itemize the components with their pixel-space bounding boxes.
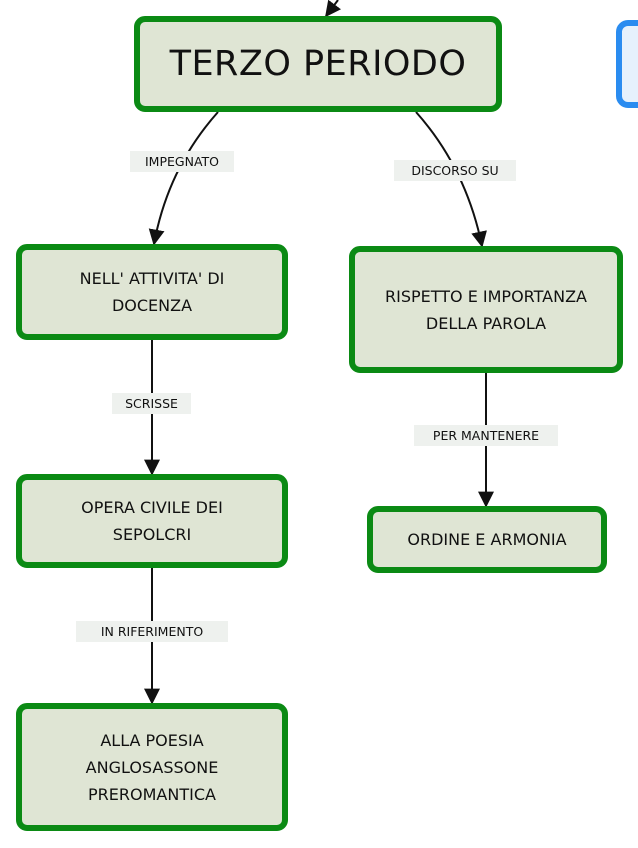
link-label-impegnato: IMPEGNATO [130, 151, 234, 172]
root-node[interactable] [134, 16, 502, 112]
ordine-node[interactable] [367, 506, 607, 573]
ordine-node-label: ORDINE E ARMONIA [407, 530, 567, 549]
sepolcri-node-label: OPERA CIVILE DEI SEPOLCRI [81, 498, 223, 544]
sepolcri-node[interactable] [16, 474, 288, 568]
link-label-discorso-su: DISCORSO SU [394, 160, 516, 181]
parola-node-label: RISPETTO E IMPORTANZA DELLA PAROLA [385, 286, 587, 333]
poesia-node-label: ALLA POESIA ANGLOSASSONE PREROMANTICA [85, 730, 219, 804]
docenza-node[interactable] [16, 244, 288, 340]
link-label-per-mantenere: PER MANTENERE [414, 425, 558, 446]
incoming-connector [326, 0, 338, 16]
connector-root-docenza [154, 112, 218, 244]
poesia-node[interactable] [16, 703, 288, 831]
root-node-label: TERZO PERIODO [169, 44, 467, 84]
parola-node[interactable] [349, 246, 623, 373]
partial-offscreen-node [616, 20, 638, 108]
link-label-in-riferimento: IN RIFERIMENTO [76, 621, 228, 642]
docenza-node-label: NELL' ATTIVITA' DI DOCENZA [79, 269, 225, 315]
link-label-scrisse: SCRISSE [112, 393, 191, 414]
